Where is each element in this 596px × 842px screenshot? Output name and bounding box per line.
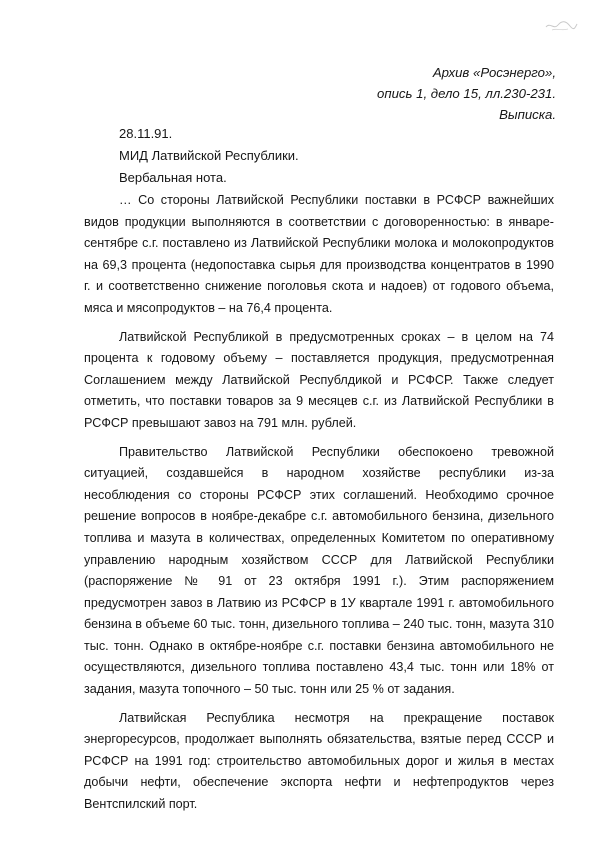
archive-reference bbox=[377, 62, 556, 125]
paragraph: … Со стороны Латвийской Республики поставки в РСФСР важнейших видов продукции выполняются в соответствии с договоренностью: в январе-сентябре с.г. поставлено из Латвийской Республики молока и молокопродуктов на 69,3 процента (недопоставка сырья для производства концентратов в 1990 г. и соответственно снижение поголовья скота и надоев) от годового объема, мяса и мясопродуктов – на 76,4 процента. bbox=[84, 193, 554, 315]
excerpt-label: Выписка. bbox=[499, 107, 556, 122]
document-body bbox=[84, 190, 554, 823]
archive-file-line: опись 1, дело 15, лл.230-231. bbox=[377, 86, 556, 101]
archive-line: Архив «Росэнерго», bbox=[432, 65, 556, 80]
paragraph: Латвийской Республикой в предусмотренных сроках – в целом на 74 процента к годовому объему – поставляется продукция, предусмотренная Соглашением между Латвийской Республдикой и РСФСР. Также следует отметить, что поставки товаров за 9 месяцев с.г. из Латвийской Республики в РСФСР превышают завоз на 791 млн. рублей. bbox=[84, 329, 554, 430]
paragraph: Латвийская Республика несмотря на прекращение поставок энергоресурсов, продолжает выполнять обязательства, взятые перед СССР и РСФСР на 1991 год: строительство автомобильных дорог и жилья в местах добычи нефти, обеспечение экспорта нефти и нефтепродуктов через Вентспилский порт. bbox=[84, 710, 554, 812]
paragraph: Правительство Латвийской Республики обеспокоено тревожной ситуацией, создавшейся в народном хозяйстве республики из-за несоблюдения со стороны РСФСР этих соглашений. Необходимо срочное решение вопросов в ноябре-декабре с.г. автомобильного бензина, дизельного топлива и мазута в количествах, определенных Комитетом по оперативному управлению народным хозяйством СССР для Латвийской Республики (распоряжение № 91 от 23 октября 1991 г.). Этим распоряжением предусмотрен завоз в Латвию из РСФСР в 1У квартале 1991 г. автомобильного бензина в объеме 60 тыс. тонн, дизельного топлива – 240 тыс. тонн, мазута 310 тыс. тонн. Однако в октябре-ноябре с.г. поставки бензина автомобильного не осуществляются, дизельного топлива поставлено 43,4 тыс. тонн или 18% от задания, мазута топочного – 50 тыс. тонн или 25 % от задания. bbox=[84, 444, 554, 697]
document-date: 28.11.91. bbox=[119, 126, 173, 141]
scan-mark bbox=[544, 18, 578, 32]
document-type: Вербальная нота. bbox=[119, 170, 227, 185]
addressee: МИД Латвийской Республики. bbox=[119, 148, 299, 163]
